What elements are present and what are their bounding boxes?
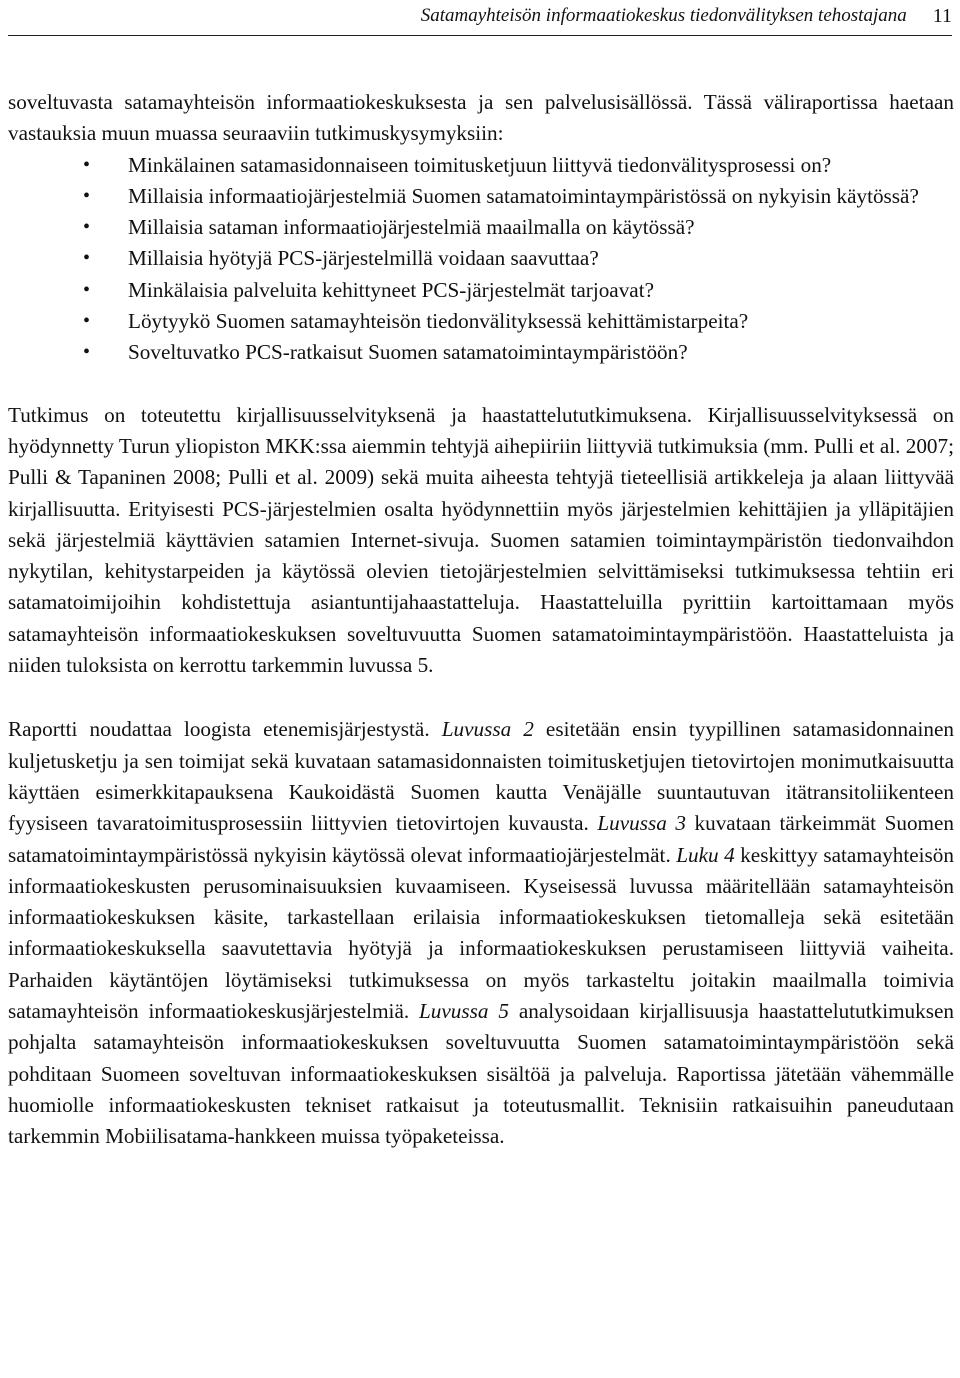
question-item: • Millaisia informaatiojärjestelmiä Suomen satamatoimintaympäristössä on nykyisin käytössä? [8,181,954,212]
bullet-icon: • [83,310,91,333]
page-body [8,87,954,1153]
question-item: • Löytyykö Suomen satamayhteisön tiedonvälityksessä kehittämistarpeita? [8,306,954,337]
page-number: 11 [932,4,952,27]
bullet-icon: • [83,278,91,301]
question-item: • Minkälainen satamasidonnaiseen toimitusketjuun liittyvä tiedonvälitysprosessi on? [8,150,954,181]
question-item: • Millaisia hyötyjä PCS-järjestelmillä voidaan saavuttaa? [8,243,954,274]
bullet-icon: • [83,341,91,364]
intro-paragraph: soveltuvasta satamayhteisön informaatiokeskuksesta ja sen palvelusisällössä. Tässä väliraportissa haetaan vastauksia muun muassa seuraaviin tutkimuskysymyksiin: [8,90,954,146]
running-header [8,2,952,30]
chapter-ref: Luvussa 2 [441,717,534,742]
methods-paragraph: Tutkimus on toteutettu kirjallisuusselvityksenä ja haastattelututkimuksena. Kirjallisuusselvityksessä on hyödynnetty Turun yliopiston MKK:ssa aiemmin tehtyjä aihepiiriin liittyviä tutkimuksia (mm. Pulli et al. 2007; Pulli & Tapaninen 2008; Pulli et al. 2009) sekä muita aiheesta tehtyjä tieteellisiä artikkeleja ja alaan liittyvää kirjallisuutta. Erityisesti PCS-järjestelmien osalta hyödynnettiin myös järjestelmien kehittäjien ja ylläpitäjien sekä järjestelmiä käyttävien satamien Internet-sivuja. Suomen satamien toimintaympäristön tiedonvaihdon nykytilan, kehitystarpeiden ja käytössä olevien tietojärjestelmien selvittämiseksi tutkimuksessa tehtiin eri satamatoimijoihin kohdistettuja asiantuntijahaastatteluja. Haastatteluilla pyrittiin kartoittamaan myös satamayhteisön informaatiokeskuksen soveltuvuutta Suomen satamatoimintaympäristöön. Haastatteluista ja niiden tuloksista on kerrottu tarkemmin luvussa 5. [8,402,954,678]
bullet-icon: • [83,184,91,207]
bullet-icon: • [83,247,91,270]
bullet-icon: • [83,153,91,176]
question-item: • Minkälaisia palveluita kehittyneet PCS-järjestelmät tarjoavat? [8,275,954,306]
question-item: • Millaisia sataman informaatiojärjestelmiä maailmalla on käytössä? [8,212,954,243]
structure-paragraph: Raportti noudattaa loogista etenemisjärjestystä. Luvussa 2 esitetään ensin tyypillinen satamasidonnainen kuljetusketju ja sen toimijat sekä kuvataan satamasidonnaisten toimitusketjujen tietovirtojen monimutkaisuutta käyttäen esimerkkitapauksena Kaukoidästä Suomen kautta Venäjälle suuntautuvan itätransitoliikenteen fyysiseen tavaratoimitusprosessiin liittyvien tietovirtojen kuvausta. Luvussa 3 kuvataan tärkeimmät Suomen satamatoimintaympäristössä nykyisin käytössä olevat informaatiojärjestelmät. Luku 4 keskittyy satamayhteisön informaatiokeskusten perusominaisuuksien kuvaamiseen. Kyseisessä luvussa määritellään satamayhteisön informaatiokeskuksen käsite, tarkastellaan erilaisia informaatiokeskuksen tietomalleja sekä esitetään informaatiokeskuksella saavutettavia hyötyjä ja informaatiokeskuksen perustamiseen liittyviä vaiheita. Parhaiden käytäntöjen löytämiseksi tutkimuksessa on myös tarkasteltu joitakin maailmalla toimivia satamayhteisön informaatiokeskusjärjestelmiä. Luvussa 5 analysoidaan kirjallisuusja haastattelututkimuksen pohjalta satamayhteisön informaatiokeskuksen soveltuvuutta Suomen satamatoimintaympäristöön sekä pohditaan Suomeen soveltuvan informaatiokeskuksen sisältöä ja palveluja. Raportissa jätetään vähemmälle huomiolle informaatiokeskusten tekniset ratkaisut ja toteutusmallit. Teknisiin ratkaisuihin paneudutaan tarkemmin Mobiilisatama-hankkeen muissa työpaketeissa. [8,717,955,1149]
research-questions-list [8,150,954,369]
chapter-ref: Luvussa 5 [419,999,509,1024]
chapter-ref: Luku 4 [676,842,735,867]
bullet-icon: • [83,216,91,239]
header-rule [8,35,952,36]
chapter-ref: Luvussa 3 [597,811,686,836]
question-item: • Soveltuvatko PCS-ratkaisut Suomen satamatoimintaympäristöön? [8,337,954,368]
running-header-title: Satamayhteisön informaatiokeskus tiedonvälityksen tehostajana [420,5,907,26]
